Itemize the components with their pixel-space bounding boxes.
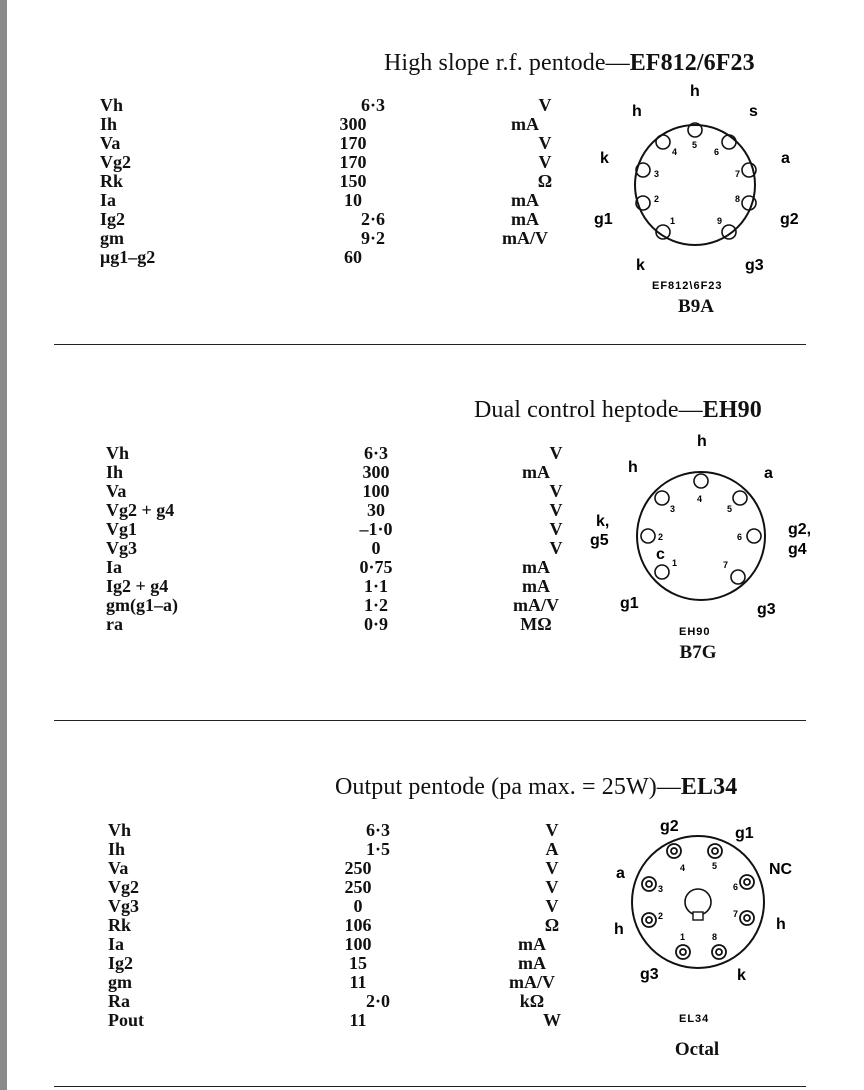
pin-7 xyxy=(740,911,754,925)
title-prefix: Output pentode (pa max. = 25W)— xyxy=(335,774,681,800)
base-type: B7G xyxy=(679,642,717,663)
param-name: Ia xyxy=(108,934,125,954)
pin-2-inner xyxy=(646,917,652,923)
param-value: 30 xyxy=(367,500,385,520)
param-value: 2·0 xyxy=(365,991,390,1011)
param-unit: mA xyxy=(511,190,539,210)
pin-number: 3 xyxy=(654,169,660,179)
pin-3-inner xyxy=(646,881,652,887)
param-unit: V xyxy=(538,133,552,153)
diagram-caption: EH90 xyxy=(679,626,711,638)
pin-4-inner xyxy=(671,848,677,854)
param-unit: mA xyxy=(511,114,539,134)
param-value: –1·0 xyxy=(359,519,393,539)
pin-4 xyxy=(667,844,681,858)
pin-number: 9 xyxy=(717,216,723,226)
param-unit: mA xyxy=(522,557,550,577)
param-value: 11 xyxy=(349,1010,367,1030)
param-unit: V xyxy=(538,95,552,115)
param-name: Vg2 xyxy=(100,152,131,172)
pin-number: 8 xyxy=(712,932,718,942)
param-unit: mA xyxy=(511,209,539,229)
pin-number: 2 xyxy=(658,532,664,542)
param-unit: V xyxy=(549,538,563,558)
tube-type: EF812/6F23 xyxy=(629,50,755,76)
pin-number: 4 xyxy=(672,147,678,157)
param-name: Va xyxy=(106,481,127,501)
pin-number: 7 xyxy=(733,909,739,919)
outer-label: h xyxy=(628,459,638,476)
param-value: 0 xyxy=(371,538,381,558)
outer-label: g1 xyxy=(594,211,613,228)
param-value: 100 xyxy=(362,481,390,501)
outer-label: a xyxy=(764,465,773,482)
param-name: Vh xyxy=(106,443,130,463)
tube-type: EH90 xyxy=(702,397,762,423)
param-unit: mA/V xyxy=(502,228,548,248)
param-name: Rk xyxy=(108,915,132,935)
pin-number: 6 xyxy=(737,532,743,542)
param-value: 1·1 xyxy=(363,576,388,596)
pin-number: 7 xyxy=(723,560,729,570)
pin-number: 1 xyxy=(670,216,676,226)
param-name: μg1–g2 xyxy=(100,247,156,267)
param-unit: mA xyxy=(522,462,550,482)
outer-label: g3 xyxy=(745,257,764,274)
pin-number: 2 xyxy=(658,911,664,921)
param-name: Ig2 xyxy=(108,953,134,973)
param-name: Vg2 + g4 xyxy=(106,500,175,520)
pin-number: 1 xyxy=(672,558,678,568)
outer-label: a xyxy=(781,150,790,167)
param-name: Ih xyxy=(108,839,126,859)
diagram-caption: EL34 xyxy=(679,1013,710,1025)
pin-number: 1 xyxy=(680,932,686,942)
pin-extra-label: c xyxy=(656,546,665,563)
param-unit: kΩ xyxy=(519,991,545,1011)
outer-label: k, xyxy=(596,513,610,530)
param-name: Ra xyxy=(108,991,130,1011)
param-value: 6·3 xyxy=(363,443,388,463)
param-unit: V xyxy=(549,519,563,539)
param-value: 300 xyxy=(339,114,367,134)
param-unit: mA xyxy=(518,953,546,973)
param-name: Ia xyxy=(106,557,123,577)
param-value: 0 xyxy=(353,896,363,916)
param-name: Pout xyxy=(108,1010,144,1030)
param-name: gm xyxy=(108,972,132,992)
key-notch xyxy=(693,912,703,920)
param-value: 6·3 xyxy=(365,820,390,840)
pin-8 xyxy=(712,945,726,959)
param-name: Ig2 + g4 xyxy=(106,576,169,596)
param-value: 2·6 xyxy=(360,209,385,229)
param-unit: Ω xyxy=(537,171,553,191)
param-name: Ig2 xyxy=(100,209,126,229)
pin-6-inner xyxy=(744,879,750,885)
param-unit: V xyxy=(549,500,563,520)
param-unit: V xyxy=(538,152,552,172)
pin-number: 6 xyxy=(733,882,739,892)
outer-label: h xyxy=(632,103,642,120)
base-type: B9A xyxy=(678,296,714,317)
param-unit: mA/V xyxy=(513,595,559,615)
pin-7-inner xyxy=(744,915,750,921)
outer-label: g3 xyxy=(757,601,776,618)
param-value: 250 xyxy=(344,877,372,897)
param-name: gm xyxy=(100,228,124,248)
section-divider xyxy=(54,1086,806,1087)
param-value: 1·2 xyxy=(363,595,388,615)
pin-1 xyxy=(676,945,690,959)
outer-label: g2, xyxy=(788,521,812,538)
pin-1-inner xyxy=(680,949,686,955)
param-unit: mA/V xyxy=(509,972,555,992)
pin-number: 2 xyxy=(654,194,660,204)
param-value: 250 xyxy=(344,858,372,878)
outer-label: h xyxy=(697,433,707,450)
center-key xyxy=(685,889,711,915)
param-value: 9·2 xyxy=(360,228,385,248)
pin-number: 3 xyxy=(670,504,676,514)
param-name: ra xyxy=(106,614,123,634)
param-value: 11 xyxy=(349,972,367,992)
param-value: 15 xyxy=(349,953,367,973)
param-name: Vg1 xyxy=(106,519,137,539)
pin-number: 5 xyxy=(692,140,698,150)
param-name: gm(g1–a) xyxy=(106,595,178,615)
param-unit: W xyxy=(543,1010,561,1030)
pin-number: 7 xyxy=(735,169,741,179)
param-name: Va xyxy=(100,133,121,153)
param-unit: V xyxy=(545,820,559,840)
param-name: Va xyxy=(108,858,129,878)
outer-label: g2 xyxy=(660,818,679,835)
pin-number: 5 xyxy=(727,504,733,514)
param-name: Vg3 xyxy=(106,538,137,558)
param-unit: MΩ xyxy=(520,614,552,634)
pin-5-inner xyxy=(712,848,718,854)
param-unit: V xyxy=(545,896,559,916)
param-value: 60 xyxy=(344,247,362,267)
param-value: 6·3 xyxy=(360,95,385,115)
pin-5 xyxy=(708,844,722,858)
pin-number: 4 xyxy=(697,494,703,504)
outer-label: h xyxy=(690,83,700,100)
pin-2 xyxy=(642,913,656,927)
param-name: Vh xyxy=(108,820,132,840)
outer-label: h xyxy=(614,921,624,938)
param-name: Ih xyxy=(106,462,124,482)
outer-label: k xyxy=(737,967,746,984)
outer-label: g1 xyxy=(620,595,639,612)
param-name: Vh xyxy=(100,95,124,115)
pin-number: 5 xyxy=(712,861,718,871)
param-value: 100 xyxy=(344,934,372,954)
param-value: 106 xyxy=(344,915,372,935)
param-name: Ih xyxy=(100,114,118,134)
param-unit: V xyxy=(549,443,563,463)
param-value: 170 xyxy=(339,133,367,153)
param-unit: mA xyxy=(522,576,550,596)
outer-label: g5 xyxy=(590,532,609,549)
tube-type: EL34 xyxy=(680,774,738,800)
param-value: 170 xyxy=(339,152,367,172)
pin-number: 6 xyxy=(714,147,720,157)
param-unit: V xyxy=(549,481,563,501)
outer-label: h xyxy=(776,916,786,933)
pin-number: 8 xyxy=(735,194,741,204)
param-value: 1·5 xyxy=(365,839,390,859)
param-unit: V xyxy=(545,877,559,897)
outer-label: g1 xyxy=(735,825,754,842)
outer-label: k xyxy=(600,150,609,167)
param-value: 150 xyxy=(339,171,367,191)
outer-label: g2 xyxy=(780,211,799,228)
param-unit: mA xyxy=(518,934,546,954)
param-value: 300 xyxy=(362,462,390,482)
outer-label: g3 xyxy=(640,966,659,983)
param-name: Ia xyxy=(100,190,117,210)
param-name: Vg2 xyxy=(108,877,139,897)
title-prefix: High slope r.f. pentode— xyxy=(384,50,630,76)
pin-number: 3 xyxy=(658,884,664,894)
pin-3 xyxy=(642,877,656,891)
base-outline xyxy=(632,836,764,968)
pin-8-inner xyxy=(716,949,722,955)
param-unit: A xyxy=(545,839,559,859)
pin-6 xyxy=(740,875,754,889)
outer-label: g4 xyxy=(788,541,807,558)
param-value: 10 xyxy=(344,190,362,210)
pin-number: 4 xyxy=(680,863,686,873)
param-value: 0·75 xyxy=(359,557,393,577)
title-prefix: Dual control heptode— xyxy=(474,397,703,423)
param-unit: V xyxy=(545,858,559,878)
diagram-caption: EF812\6F23 xyxy=(652,280,723,292)
outer-label: k xyxy=(636,257,645,274)
outer-label: s xyxy=(749,103,758,120)
outer-label: NC xyxy=(769,861,793,878)
param-name: Rk xyxy=(100,171,124,191)
outer-label: a xyxy=(616,865,625,882)
param-name: Vg3 xyxy=(108,896,139,916)
param-value: 0·9 xyxy=(363,614,388,634)
param-unit: Ω xyxy=(544,915,560,935)
base-type: Octal xyxy=(674,1039,720,1060)
